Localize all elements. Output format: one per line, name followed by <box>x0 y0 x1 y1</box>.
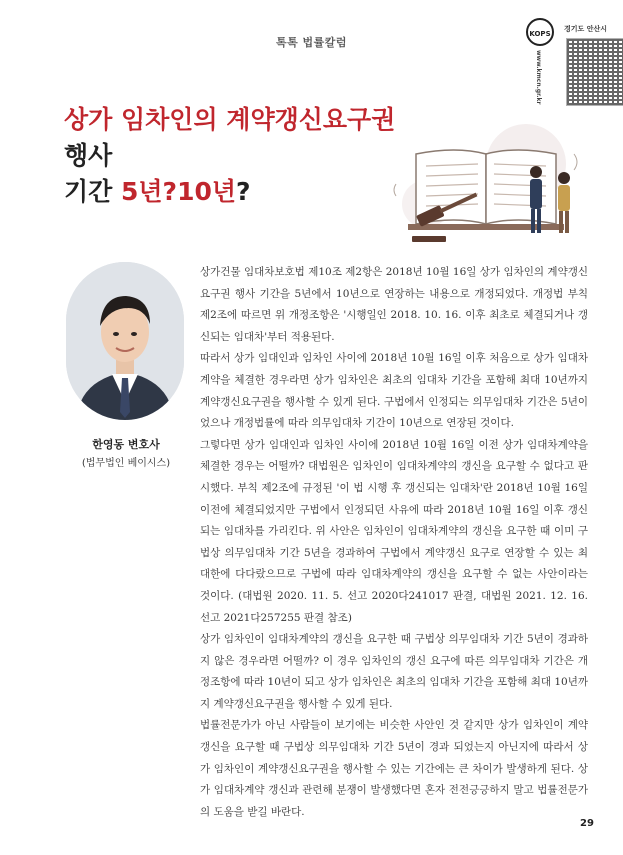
paragraph: 그렇다면 상가 임대인과 임차인 사이에 2018년 10월 16일 이전 상가 임대차계약을 체결한 경우는 어떨까? 대법원은 임차인이 임대차계약의 갱신을 요구할 수 없다고 판시했다. 부칙 제2조에 규정된 '이 법 시행 후 갱신되는 임대차'란 2018년 10월 16일 이전에 체결되었지만 구법에서 인정되던 사유에 따라 2018년 10월 16일 이후 갱신되는 임대차를 가리킨다. 위 사안은 임차인이 임대차계약의 갱신을 요구한 때 이미 구법상 의무임대차 기간 5년을 경과하여 구법에서 계약갱신 요구로 연장할 수 있는 최대한에 다다랐으므로 구법에 따라 임대차계약의 갱신을 요구할 수 없는 사안이라는 것이다. (대법원 2020. 11. 5. 선고 2020다241017 판결, 대법원 2021. 12. 16. 선고 2021다257255 판결 참조) <box>200 438 588 624</box>
law-illustration <box>386 124 596 252</box>
author-firm: (법무법인 베이시스) <box>81 458 171 469</box>
author-name: 한영동 변호사 <box>92 438 160 451</box>
qr-code <box>566 38 623 106</box>
paragraph: 상가건물 임대차보호법 제10조 제2항은 2018년 10월 16일 상가 임차인의 계약갱신요구권 행사 기간을 5년에서 10년으로 연장하는 내용으로 개정되었다. 개정법 부칙 제2조에 따르면 위 개정조항은 '시행일인 2018. 10. 16. 이후 최초로 체결되거나 갱신되는 임대차'부터 적용된다. <box>200 266 588 343</box>
region-label: 경기도 안산시 <box>564 25 608 33</box>
title-text-line2: 기간 <box>64 177 122 206</box>
paragraph: 따라서 상가 임대인과 임차인 사이에 2018년 10월 16일 이후 처음으로 상가 임대차계약을 체결한 경우라면 상가 임차인은 최초의 임대차 기간을 포함해 최대 10년까지 계약갱신요구권을 행사할 수 있게 된다. 구법에서 인정되는 의무임대차 기간은 5년이었으나 개정법률에 따라 의무임대차 기간이 10년으로 연장된 것이다. <box>200 352 588 430</box>
publisher-badge <box>520 14 620 104</box>
author-photo <box>66 262 184 420</box>
website-url: www.kmcn.gr.kr <box>535 50 542 105</box>
paragraph: 법률전문가가 아닌 사람들이 보기에는 비슷한 사안인 것 같지만 상가 임차인이 계약갱신을 요구할 때 구법상 의무임대차 기간 5년이 경과 되었는지 아닌지에 따라서 상가 임차인이 계약갱신요구권을 행사할 수 있는 기간에는 큰 차이가 발생하게 된다. 상가 임대차계약 갱신과 관련해 분쟁이 발생했다면 혼자 전전긍긍하지 말고 법률전문가의 도움을 받길 바란다. <box>200 719 588 818</box>
article-body <box>200 262 588 823</box>
page-title <box>64 102 424 210</box>
title-text: 행사 <box>64 141 113 170</box>
section-label: 톡톡 법률칼럼 <box>275 36 348 49</box>
title-question: ? <box>236 177 251 206</box>
title-highlight-years: 5년?10년 <box>121 177 237 206</box>
paragraph: 상가 임차인이 임대차계약의 갱신을 요구한 때 구법상 의무임대차 기간 5년이 경과하지 않은 경우라면 어떨까? 이 경우 임차인의 갱신 요구에 따른 의무임대차 기간은 개정조항에 따라 10년이 되고 상가 임차인은 최초의 임대차 기간을 포함해 최대 10년까지 계약갱신요구권을 행사할 수 있게 된다. <box>200 633 589 710</box>
page-number: 29 <box>580 818 594 829</box>
title-highlight: 상가 임차인의 계약갱신요구권 <box>64 105 396 134</box>
kops-logo: KOPS <box>526 18 554 46</box>
